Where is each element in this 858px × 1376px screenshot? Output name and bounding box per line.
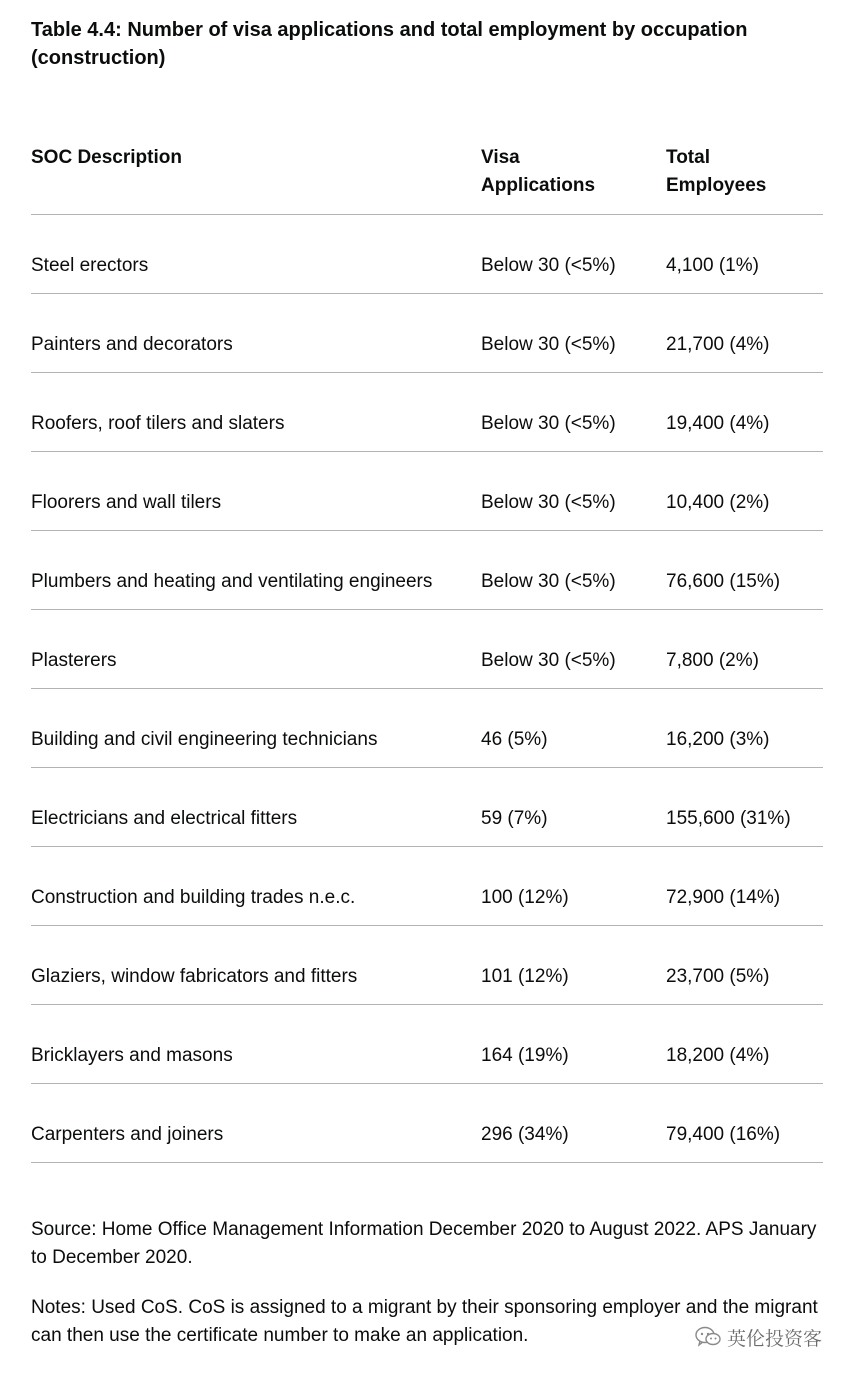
table-row <box>31 531 823 610</box>
cell-soc: Carpenters and joiners <box>31 1084 481 1163</box>
table-row <box>31 1084 823 1163</box>
cell-visa: Below 30 (<5%) <box>481 373 666 452</box>
cell-soc: Roofers, roof tilers and slaters <box>31 373 481 452</box>
table-row <box>31 294 823 373</box>
cell-visa: Below 30 (<5%) <box>481 531 666 610</box>
table-body <box>31 215 823 1163</box>
table-row <box>31 452 823 531</box>
table-header <box>31 140 823 215</box>
header-visa-line2: Applications <box>481 175 596 196</box>
cell-visa: Below 30 (<5%) <box>481 610 666 689</box>
cell-visa: 59 (7%) <box>481 768 666 847</box>
header-total-line2: Employees <box>666 175 767 196</box>
header-total-line1: Total <box>666 147 710 168</box>
cell-soc: Construction and building trades n.e.c. <box>31 847 481 926</box>
wechat-icon <box>695 1326 721 1348</box>
cell-total: 21,700 (4%) <box>666 294 823 373</box>
cell-visa: 164 (19%) <box>481 1005 666 1084</box>
cell-total: 23,700 (5%) <box>666 926 823 1005</box>
table-row <box>31 373 823 452</box>
header-visa-line1: Visa <box>481 147 520 168</box>
cell-total: 72,900 (14%) <box>666 847 823 926</box>
cell-total: 19,400 (4%) <box>666 373 823 452</box>
header-visa-applications <box>481 140 666 215</box>
table-row <box>31 847 823 926</box>
table-row <box>31 689 823 768</box>
cell-total: 4,100 (1%) <box>666 215 823 294</box>
cell-total: 155,600 (31%) <box>666 768 823 847</box>
cell-visa: Below 30 (<5%) <box>481 294 666 373</box>
watermark <box>695 1322 822 1352</box>
cell-soc: Bricklayers and masons <box>31 1005 481 1084</box>
cell-total: 79,400 (16%) <box>666 1084 823 1163</box>
cell-soc: Floorers and wall tilers <box>31 452 481 531</box>
cell-visa: 46 (5%) <box>481 689 666 768</box>
cell-total: 7,800 (2%) <box>666 610 823 689</box>
cell-soc: Steel erectors <box>31 215 481 294</box>
source-note: Source: Home Office Management Information December 2020 to August 2022. APS January to December 2020. <box>31 1219 817 1268</box>
cell-soc: Plasterers <box>31 610 481 689</box>
cell-visa: Below 30 (<5%) <box>481 452 666 531</box>
cell-visa: 296 (34%) <box>481 1084 666 1163</box>
cell-soc: Painters and decorators <box>31 294 481 373</box>
cell-soc: Glaziers, window fabricators and fitters <box>31 926 481 1005</box>
cell-total: 10,400 (2%) <box>666 452 823 531</box>
occupation-table <box>31 140 823 1163</box>
table-row <box>31 926 823 1005</box>
watermark-text: 英伦投资客 <box>727 1327 823 1350</box>
cell-visa: 100 (12%) <box>481 847 666 926</box>
cell-soc: Electricians and electrical fitters <box>31 768 481 847</box>
cell-soc: Plumbers and heating and ventilating engineers <box>31 531 481 610</box>
cell-total: 16,200 (3%) <box>666 689 823 768</box>
table-title: Table 4.4: Number of visa applications and total employment by occupation (construction) <box>31 19 748 69</box>
cell-total: 18,200 (4%) <box>666 1005 823 1084</box>
header-soc-description: SOC Description <box>31 140 481 215</box>
header-total-employees <box>666 140 823 215</box>
cell-total: 76,600 (15%) <box>666 531 823 610</box>
table-row <box>31 1005 823 1084</box>
notes-text: Notes: Used CoS. CoS is assigned to a migrant by their sponsoring employer and the migrant can then use the certificate number to make an application. <box>31 1297 818 1346</box>
cell-soc: Building and civil engineering technicians <box>31 689 481 768</box>
cell-visa: Below 30 (<5%) <box>481 215 666 294</box>
table-row <box>31 610 823 689</box>
table-row <box>31 768 823 847</box>
header-row <box>31 140 823 215</box>
table-row <box>31 215 823 294</box>
cell-visa: 101 (12%) <box>481 926 666 1005</box>
